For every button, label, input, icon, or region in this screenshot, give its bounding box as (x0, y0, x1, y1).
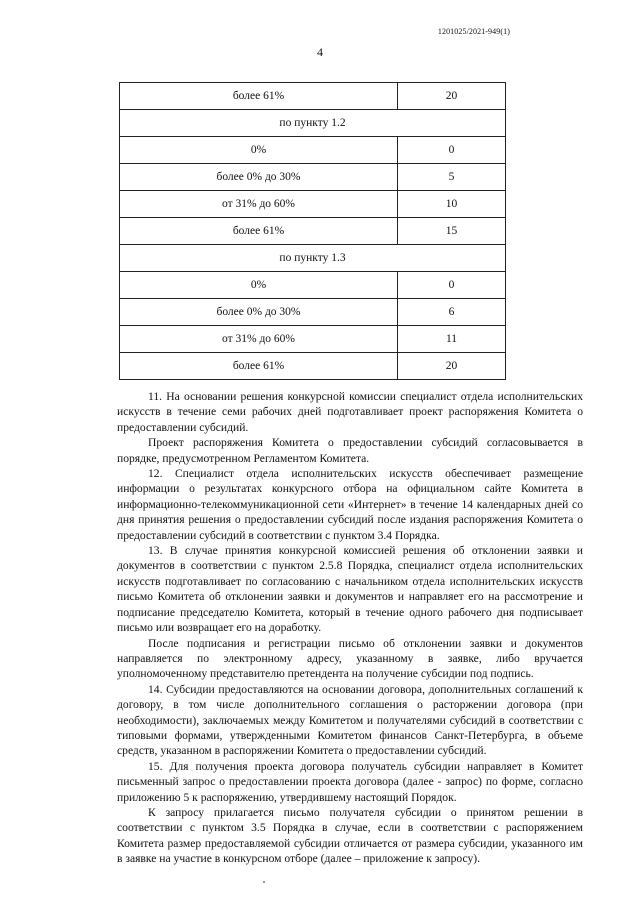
table-section-row (120, 110, 506, 137)
section-label: по пункту 1.3 (120, 245, 506, 272)
table-row (120, 218, 506, 245)
range-cell: более 0% до 30% (120, 299, 398, 326)
table-row (120, 191, 506, 218)
score-cell: 10 (398, 191, 506, 218)
score-cell: 0 (398, 137, 506, 164)
score-cell: 15 (398, 218, 506, 245)
scan-speck (263, 881, 265, 883)
table-row (120, 272, 506, 299)
range-cell: более 61% (120, 218, 398, 245)
score-cell: 20 (398, 83, 506, 110)
paragraph: 11. На основании решения конкурсной комиссии специалист отдела исполнительских искусств в течение семи рабочих дней подготавливает проект распоряжения Комитета о предоставлении субсидий. (117, 390, 583, 434)
page-number: 4 (317, 45, 323, 59)
paragraph: 14. Субсидии предоставляются на основании договора, дополнительных соглашений к договору, в том числе дополнительного соглашения о расторжении договора (при необходимости), заключаемых между Комитетом и получателями субсидий в соответствии с типовыми формами, утвержденными Комитетом финансов Санкт-Петербурга, в объеме средств, указанном в распоряжении Комитета о предоставлении субсидий. (117, 682, 583, 758)
table-row (120, 83, 506, 110)
table-row (120, 164, 506, 191)
range-cell: более 61% (120, 83, 398, 110)
range-cell: более 61% (120, 353, 398, 380)
table-row (120, 137, 506, 164)
table-section-row (120, 245, 506, 272)
score-cell: 6 (398, 299, 506, 326)
paragraph: 13. В случае принятия конкурсной комиссией решения об отклонении заявки и документов в соответствии с пунктом 2.5.8 Порядка, специалист отдела исполнительских искусств подготавливает по согласованию с начальником отдела исполнительских искусств письмо Комитета об отклонении заявки и документов и направляет его на рассмотрение и подписание председателю Комитета, который в течение одного рабочего дня подписывает письмо или возвращает его на доработку. (117, 544, 583, 635)
score-cell: 20 (398, 353, 506, 380)
table-row (120, 299, 506, 326)
range-cell: 0% (120, 137, 398, 164)
document-id: 1201025/2021-949(1) (437, 27, 510, 36)
range-cell: от 31% до 60% (120, 326, 398, 353)
document-body (117, 389, 583, 867)
table-row (120, 326, 506, 353)
range-cell: 0% (120, 272, 398, 299)
score-cell: 11 (398, 326, 506, 353)
range-cell: более 0% до 30% (120, 164, 398, 191)
paragraph: 12. Специалист отдела исполнительских искусств обеспечивает размещение информации о результатах конкурсного отбора на официальном сайте Комитета в информационно-телекоммуникационной сети «Интернет» в течение 14 календарных дней со дня принятия решения о предоставлении субсидий после издания распоряжения Комитета о предоставлении субсидий в соответствии с пунктом 3.4 Порядка. (117, 467, 583, 542)
range-cell: от 31% до 60% (120, 191, 398, 218)
criteria-table (119, 82, 506, 380)
table-row (120, 353, 506, 380)
paragraph: К запросу прилагается письмо получателя субсидии о принятом решении в соответствии с пунктом 3.5 Порядка в случае, если в соответствии с распоряжением Комитета размер предоставляемой субсидии отличается от размера субсидии, указанного им в заявке на участие в конкурсном отборе (далее – приложение к запросу). (117, 805, 583, 866)
score-cell: 0 (398, 272, 506, 299)
paragraph: 15. Для получения проекта договора получатель субсидии направляет в Комитет письменный запрос о предоставлении проекта договора (далее - запрос) по форме, согласно приложению 5 к распоряжению, утвердившему настоящий Порядок. (117, 759, 583, 804)
score-cell: 5 (398, 164, 506, 191)
section-label: по пункту 1.2 (120, 110, 506, 137)
paragraph: Проект распоряжения Комитета о предоставлении субсидий согласовывается в порядке, предусмотренном Регламентом Комитета. (117, 436, 583, 465)
paragraph: После подписания и регистрации письмо об отклонении заявки и документов направляется по электронному адресу, указанному в заявке, либо вручается уполномоченному представителю претендента на получение субсидии под подпись. (117, 636, 583, 681)
